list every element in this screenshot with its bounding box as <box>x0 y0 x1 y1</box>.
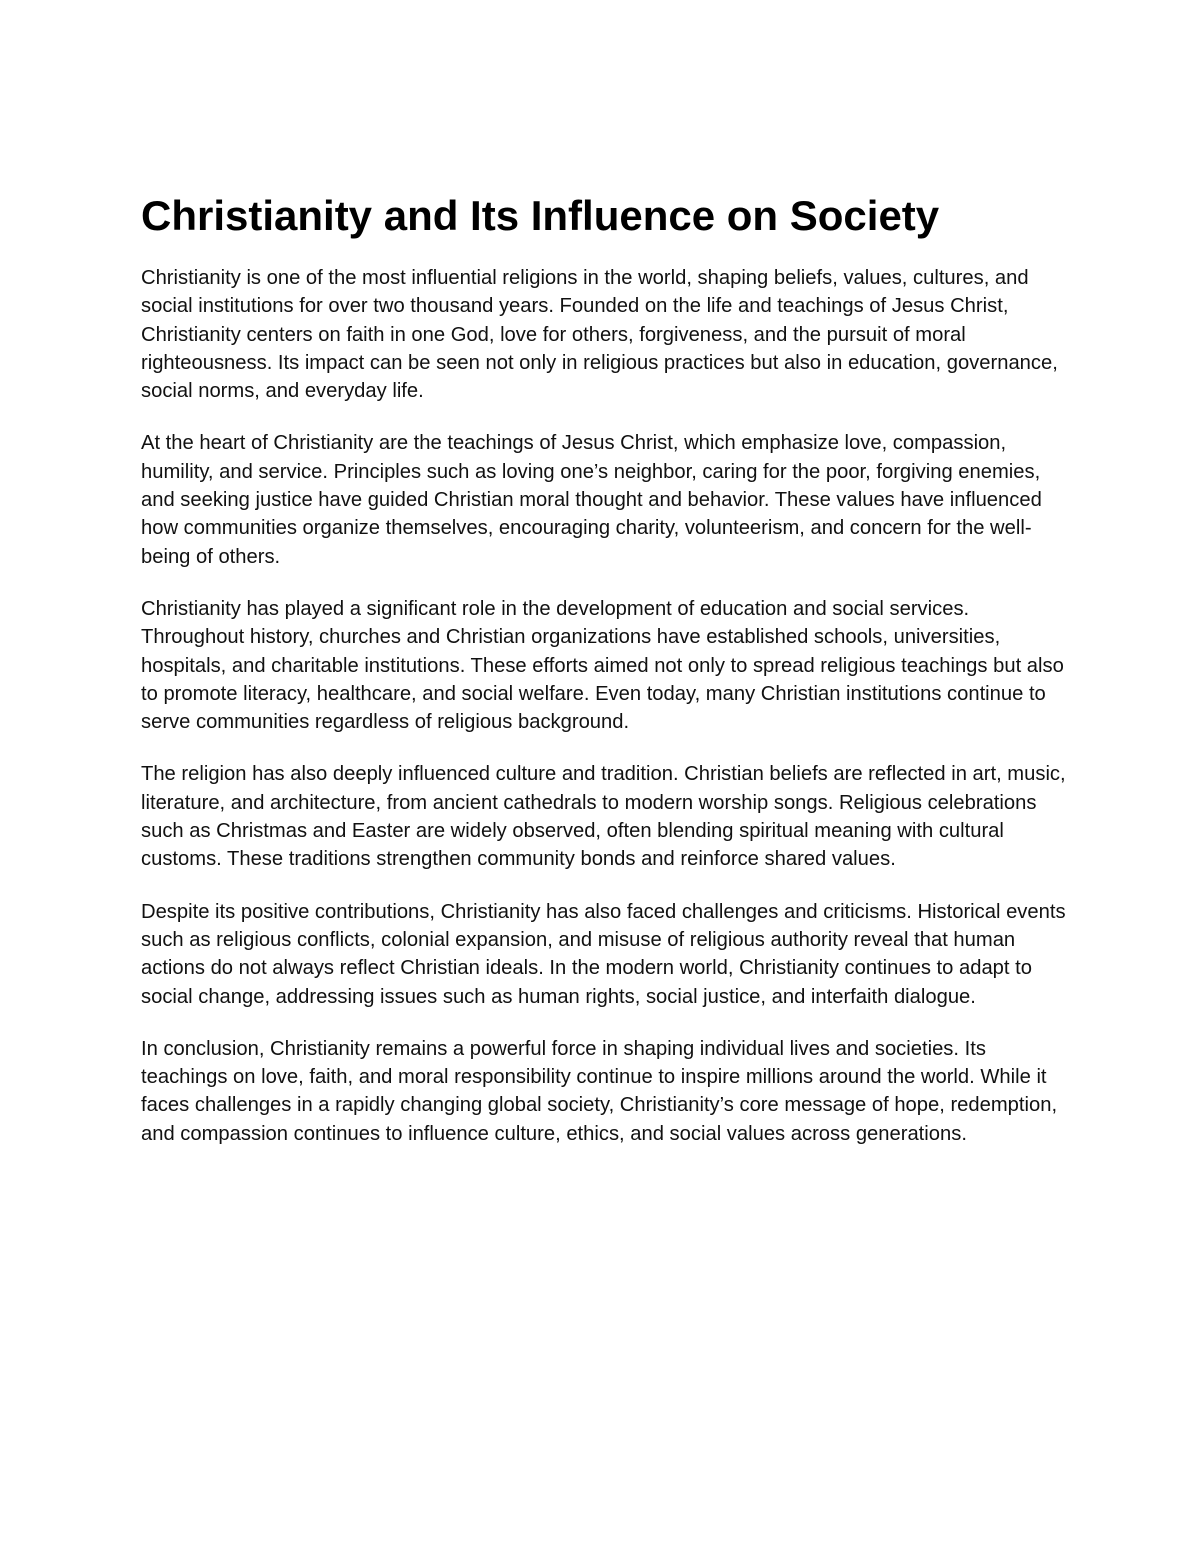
paragraph-challenges: Despite its positive contributions, Christianity has also faced challenges and criticisms. Historical events such as religious conflicts, colonial expansion, and misuse of religious authority reveal that human actions do not always reflect Christian ideals. In the modern world, Christianity continues to adapt to social change, addressing issues such as human rights, social justice, and interfaith dialogue. <box>141 900 1066 1008</box>
paragraph-conclusion: In conclusion, Christianity remains a powerful force in shaping individual lives and societies. Its teachings on love, faith, and moral responsibility continue to inspire millions around the world. While it faces challenges in a rapidly changing global society, Christianity’s core message of hope, redemption, and compassion continues to influence culture, ethics, and social values across generations. <box>141 1037 1058 1145</box>
paragraph-introduction: Christianity is one of the most influential religions in the world, shaping beliefs, values, cultures, and social institutions for over two thousand years. Founded on the life and teachings of Jesus Christ, Christianity centers on faith in one God, love for others, forgiveness, and the pursuit of moral righteousness. Its impact can be seen not only in religious practices but also in education, governance, social norms, and everyday life. <box>141 267 1058 403</box>
paragraph-teachings: At the heart of Christianity are the teachings of Jesus Christ, which emphasize love, compassion, humility, and service. Principles such as loving one’s neighbor, caring for the poor, forgiving enemies, and seeking justice have guided Christian moral thought and behavior. These values have influenced how communities organize themselves, encouraging charity, volunteerism, and concern for the well-being of others. <box>141 432 1042 568</box>
document-body <box>141 190 1066 1172</box>
paragraph-culture: The religion has also deeply influenced culture and tradition. Christian beliefs are reflected in art, music, literature, and architecture, from ancient cathedrals to modern worship songs. Religious celebrations such as Christmas and Easter are widely observed, often blending spiritual meaning with cultural customs. These traditions strengthen community bonds and reinforce shared values. <box>141 763 1066 871</box>
document-title: Christianity and Its Influence on Society <box>141 192 940 239</box>
paragraph-education: Christianity has played a significant role in the development of education and social services. Throughout history, churches and Christian organizations have established schools, universities, hospitals, and charitable institutions. These efforts aimed not only to spread religious teachings but also to promote literacy, healthcare, and social welfare. Even today, many Christian institutions continue to serve communities regardless of religious background. <box>141 597 1064 734</box>
